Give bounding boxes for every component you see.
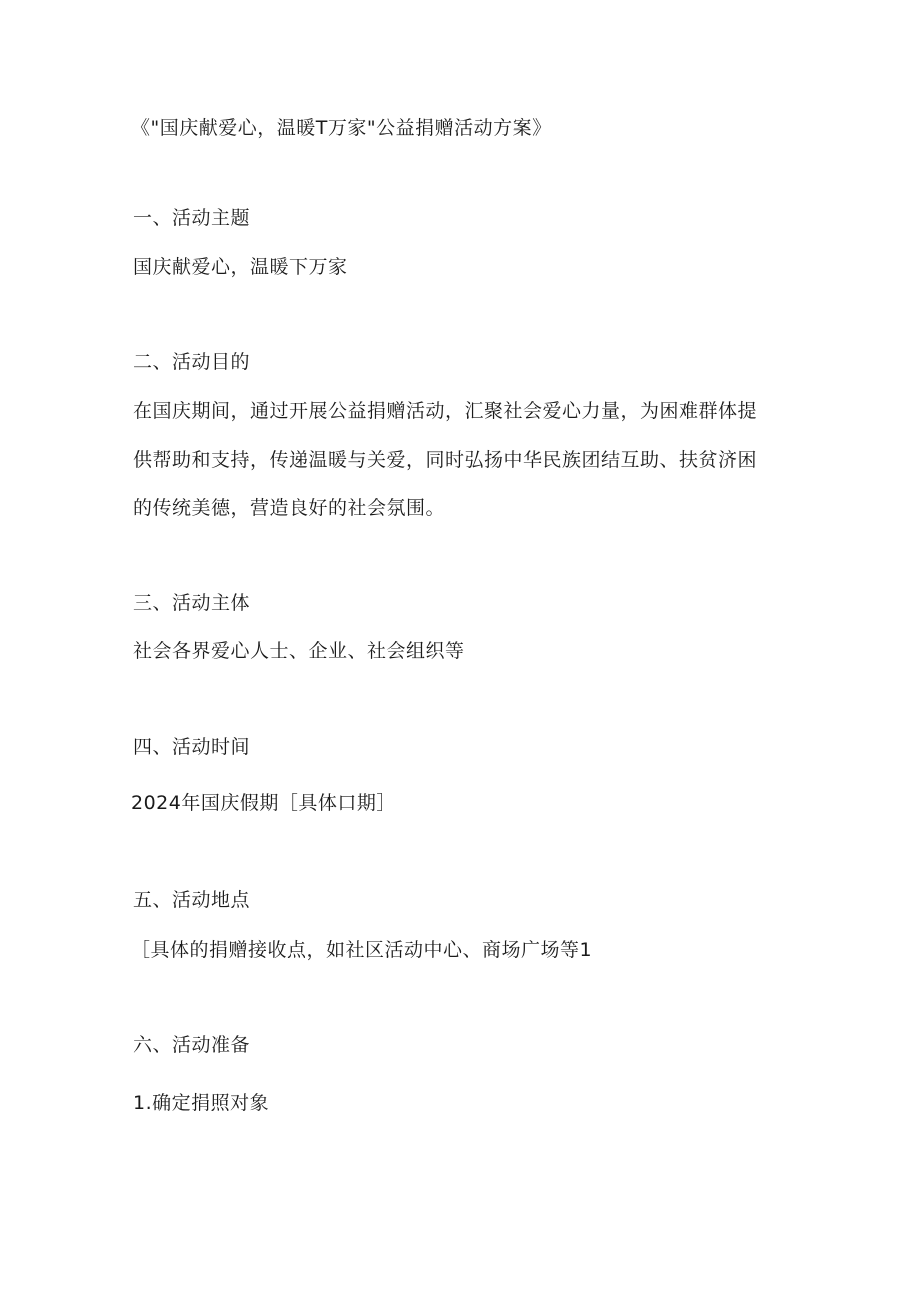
- section-text-purpose-line-3: 的传统美德，营造良好的社会氛围。: [133, 497, 446, 519]
- section-heading-subject: 三、活动主体: [133, 592, 251, 614]
- section-text-preparation-item-1: 1.确定捐照对象: [133, 1092, 270, 1114]
- section-heading-location: 五、活动地点: [133, 889, 251, 911]
- section-heading-purpose: 二、活动目的: [133, 351, 251, 373]
- document-title: 《"国庆献爱心，温暖T万家"公益捐赠活动方案》: [131, 117, 552, 139]
- section-text-theme: 国庆献爱心，温暖下万家: [133, 256, 348, 278]
- section-heading-preparation: 六、活动准备: [133, 1034, 251, 1056]
- section-text-purpose-line-1: 在国庆期间，通过开展公益捐赠活动，汇聚社会爱心力量，为困难群体提: [133, 400, 758, 422]
- section-text-subject: 社会各界爱心人士、企业、社会组织等: [133, 640, 465, 662]
- section-text-time: 2024年国庆假期［具体口期］: [131, 792, 396, 814]
- section-heading-time: 四、活动时间: [133, 736, 251, 758]
- section-heading-theme: 一、活动主题: [133, 207, 251, 229]
- section-text-purpose-line-2: 供帮助和支持，传递温暖与关爱，同时弘扬中华民族团结互助、扶贫济困: [133, 449, 758, 471]
- section-text-location: ［具体的捐赠接收点，如社区活动中心、商场广场等1: [131, 939, 593, 961]
